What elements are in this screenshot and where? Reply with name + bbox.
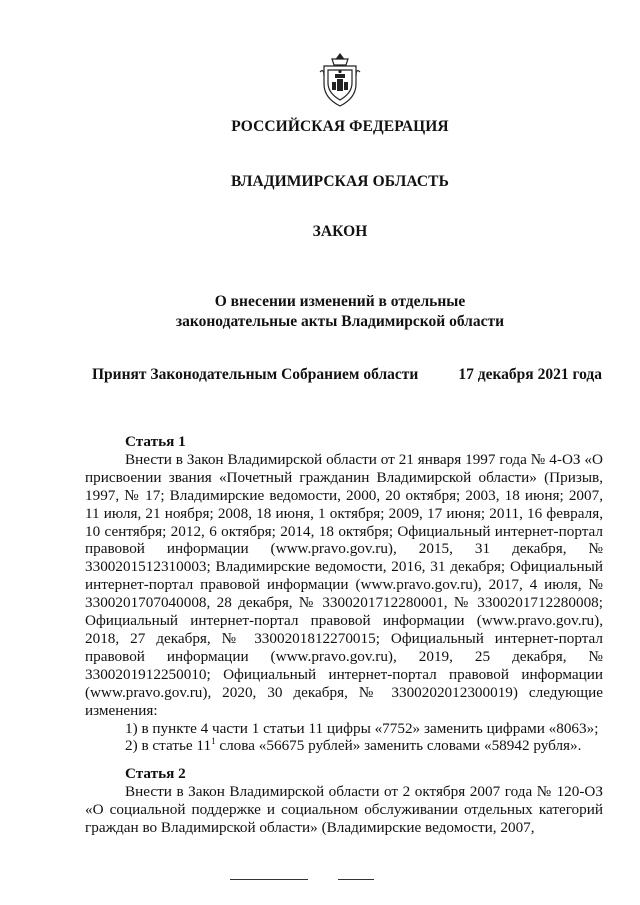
item-2-text-start: 2) в статье 11: [125, 737, 212, 755]
article-1-item-2: [85, 737, 603, 755]
article-1-item-1: 1) в пункте 4 части 1 статьи 11 цифры «7752» заменить цифрами «8063»;: [125, 719, 599, 737]
item-2-text-end: слова «56675 рублей» заменить словами «58942 рубля».: [215, 737, 582, 755]
country-heading: РОССИЙСКАЯ ФЕДЕРАЦИЯ: [231, 118, 449, 135]
adopted-by: Принят Законодательным Собранием области: [92, 366, 419, 383]
article-1: [85, 433, 603, 755]
region-heading: ВЛАДИМИРСКАЯ ОБЛАСТЬ: [231, 173, 449, 190]
article-1-body: Внести в Закон Владимирской области от 21 января 1997 года № 4-ОЗ «О присвоении звания «Почетный гражданин Владимирской области» (Призыв, 1997, № 17; Владимирские ведомости, 2000, 20 октября; 2003, 18 июня; 2007, 11 июля, 21 ноября; 2008, 18 июня, 1 октября; 2009, 17 июня; 2011, 16 февраля, 10 сентября; 2012, 6 октября; 2014, 18 октября; Официальный интернет-портал правовой информации (www.pravo.gov.ru), 2015, 31 декабря, № 3300201512310003; Владимирские ведомости, 2016, 31 декабря; Официальный интернет-портал правовой информации (www.pravo.gov.ru), 2017, 4 июля, № 3300201707040008, 28 декабря, № 3300201712280001, № 3300201712280008; Официальный интернет-портал правовой информации (www.pravo.gov.ru), 2018, 27 декабря, № 3300201812270015; Официальный интернет-портал правовой информации (www.pravo.gov.ru), 2019, 25 декабря, № 3300201912250010; Официальный интернет-портал правовой информации (www.pravo.gov.ru), 2020, 30 декабря, № 3300202012300019) следующие изменения:: [85, 450, 603, 719]
article-2-body: Внести в Закон Владимирской области от 2 октября 2007 года № 120-ОЗ «О социальной поддержке и социальном обслуживании отдельных категорий граждан во Владимирской области» (Владимирские ведомости, 2007,: [85, 782, 603, 836]
document-type-heading: ЗАКОН: [312, 223, 368, 240]
article-1-heading: Статья 1: [125, 433, 186, 450]
article-2: [85, 765, 603, 837]
law-title: [0, 292, 640, 332]
adoption-date: 17 декабря 2021 года: [458, 366, 602, 383]
coat-of-arms-icon: [318, 52, 362, 108]
adoption-info: [92, 366, 602, 384]
law-title-line-1: О внесении изменений в отдельные: [214, 293, 466, 310]
article-2-heading: Статья 2: [125, 765, 186, 782]
footer-rule-left: [230, 879, 308, 880]
footer-rule-right: [338, 879, 374, 880]
item-2-superscript: 1: [211, 736, 216, 747]
law-title-line-2: законодательные акты Владимирской области: [175, 313, 505, 330]
